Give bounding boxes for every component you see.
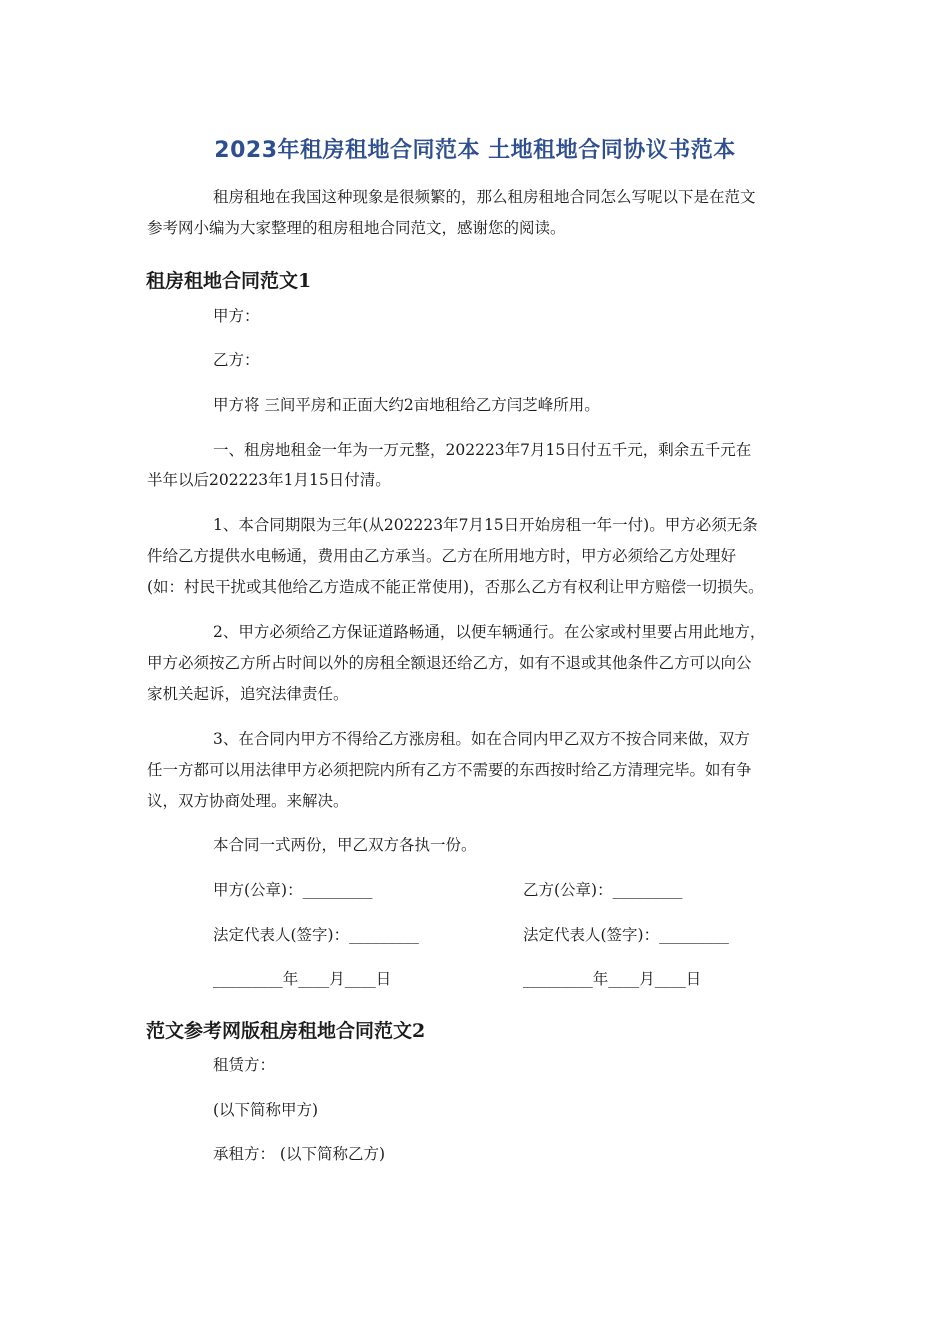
- party-a-representative: 法定代表人(签字)：_________: [213, 926, 419, 944]
- rent-line-1: 一、租房地租金一年为一万元整，202223年7月15日付五千元，剩余五千元在: [213, 441, 752, 459]
- party-a-seal: 甲方(公章)：_________: [213, 881, 373, 899]
- term1-line-3: (如：村民干扰或其他给乙方造成不能正常使用)，否那么乙方有权利让甲方赔偿一切损失。: [147, 578, 764, 596]
- rent-line-2: 半年以后202223年1月15日付清。: [147, 471, 391, 489]
- intro-line-1: 租房租地在我国这种现象是很频繁的，那么租房租地合同怎么写呢以下是在范文: [213, 188, 756, 206]
- document-title: 2023年租房租地合同范本 土地租地合同协议书范本: [214, 138, 736, 163]
- lease-intro: 甲方将 三间平房和正面大约2亩地租给乙方闫芝峰所用。: [213, 396, 600, 414]
- lessor-short-note: (以下简称甲方): [213, 1101, 319, 1119]
- party-b-representative: 法定代表人(签字)：_________: [523, 926, 729, 944]
- party-b-label: 乙方：: [213, 351, 260, 369]
- term2-line-2: 甲方必须按乙方所占时间以外的房租全额退还给乙方，如有不退或其他条件乙方可以向公: [147, 654, 752, 672]
- intro-line-2: 参考网小编为大家整理的租房租地合同范文，感谢您的阅读。: [147, 219, 566, 237]
- section1-heading: 租房租地合同范文1: [146, 270, 312, 292]
- lessor-label: 租赁方：: [213, 1056, 276, 1074]
- section2-heading: 范文参考网版租房租地合同范文2: [146, 1020, 426, 1042]
- term2-line-3: 家机关起诉，追究法律责任。: [147, 685, 349, 703]
- term1-line-2: 件给乙方提供水电畅通，费用由乙方承当。乙方在所用地方时，甲方必须给乙方处理好: [147, 547, 737, 565]
- copies-note: 本合同一式两份，甲乙双方各执一份。: [213, 836, 477, 854]
- term3-line-2: 任一方都可以用法律甲方必须把院内所有乙方不需要的东西按时给乙方清理完毕。如有争: [147, 761, 752, 779]
- party-a-date: _________年____月____日: [213, 970, 392, 988]
- party-a-label: 甲方：: [213, 307, 260, 325]
- term2-line-1: 2、甲方必须给乙方保证道路畅通，以便车辆通行。在公家或村里要占用此地方，: [213, 623, 766, 641]
- party-b-seal: 乙方(公章)：_________: [523, 881, 683, 899]
- lessee-label: 承租方： (以下简称乙方): [213, 1145, 386, 1163]
- term3-line-3: 议，双方协商处理。来解决。: [147, 792, 349, 810]
- party-b-date: _________年____月____日: [523, 970, 702, 988]
- term1-line-1: 1、本合同期限为三年(从202223年7月15日开始房租一年一付)。甲方必须无条: [213, 516, 758, 534]
- term3-line-1: 3、在合同内甲方不得给乙方涨房租。如在合同内甲乙双方不按合同来做，双方: [213, 730, 750, 748]
